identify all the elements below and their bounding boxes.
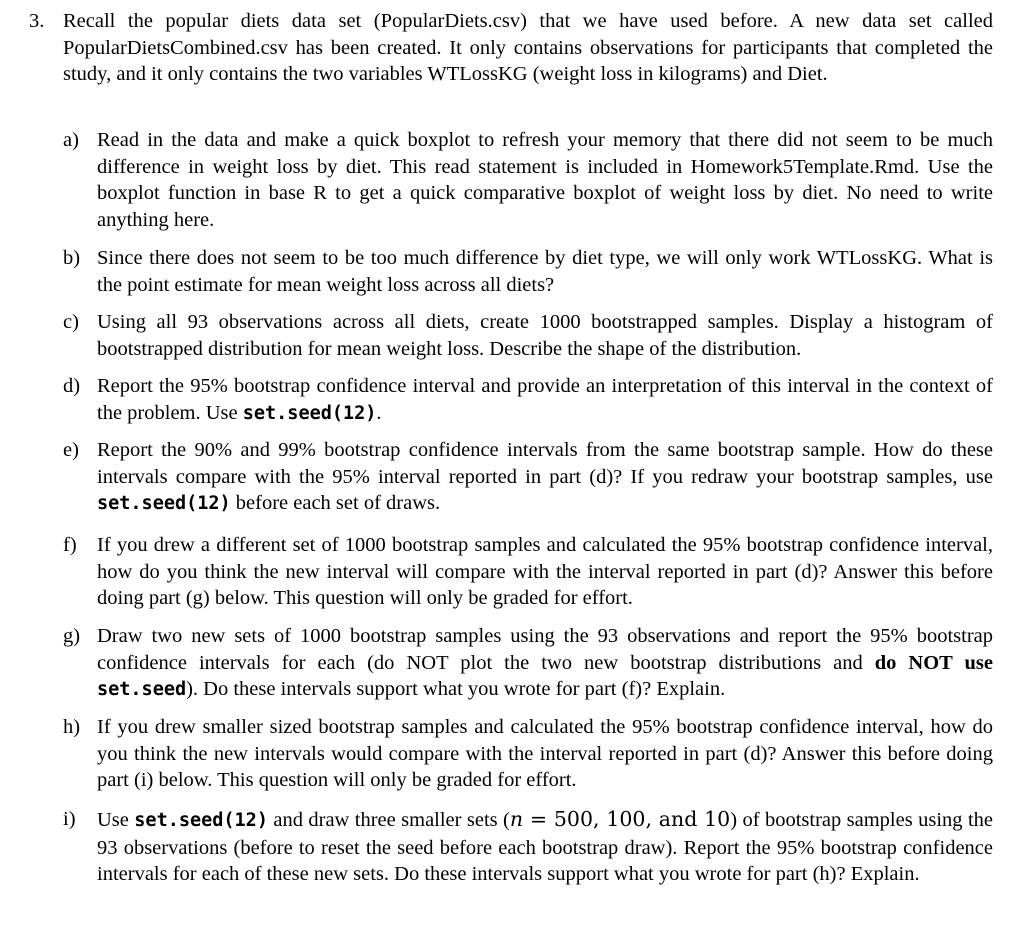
code-snippet: set.seed [97,679,187,700]
part-text [97,373,993,427]
part-text: Using all 93 observations across all diets, create 1000 bootstrapped samples. Display a histogram of bootstrapped distribution for mean weight loss. Describe the shape of the distribution. [97,311,993,360]
part-text: Since there does not seem to be too much difference by diet type, we will only work WTLossKG. What is the point estimate for mean weight loss across all diets? [97,247,993,296]
text-run: ) of bootstrap samples using the 93 observations (before to reset the seed before each bootstrap draw). Report the 95% bootstrap confidence intervals for each of these new sets. Do these intervals support what you wrote for part (h)? Explain. [97,809,993,885]
text-run: and draw three smaller sets ( [267,809,510,831]
math-variable: n [509,807,524,831]
part-label: b) [63,247,81,269]
part-label: a) [63,129,79,151]
part-label: i) [63,808,76,830]
question-number: 3. [29,10,45,32]
part-label: f) [63,534,77,556]
part-text [97,437,993,518]
part-text: Read in the data and make a quick boxplot to refresh your memory that there did not seem to be much difference in weight loss by diet. This read statement is included in Homework5Template.Rmd. Use the boxplot function in base R to get a quick comparative boxplot of weight loss by diet. No need to write anything here. [97,129,993,231]
math-values: = 500, 100, and 10 [523,807,731,831]
part-label: d) [63,375,81,397]
text-run: Report the 95% bootstrap confidence interval and provide an interpretation of this interval in the context of the problem. Use [97,375,993,424]
text-run: Report the 90% and 99% bootstrap confidence intervals from the same bootstrap sample. How do these intervals compare with the 95% interval reported in part (d)? If you redraw your bootstrap samples, use [97,439,993,488]
text-run: ). Do these intervals support what you wrote for part (f)? Explain. [186,678,726,700]
text-run: . [376,401,382,424]
code-snippet: set.seed(12) [134,810,268,831]
part-text [97,623,993,704]
text-run: before each set of draws. [230,492,441,514]
part-text [97,806,993,888]
part-text: If you drew smaller sized bootstrap samples and calculated the 95% bootstrap confidence interval, how do you think the new intervals would compare with the interval reported in part (d)? Answer this before doing part (i) below. This question will only be graded for effort. [97,716,993,791]
question-intro: Recall the popular diets data set (PopularDiets.csv) that we have used before. A new data set called PopularDietsCombined.csv has been created. It only contains observations for participants that completed the study, and it only contains the two variables WTLossKG (weight loss in kilograms) and Diet. [63,10,993,85]
bold-run: do NOT use [874,651,993,674]
part-label: c) [63,311,79,333]
part-label: h) [63,716,81,738]
part-label: e) [63,439,79,461]
text-run: Use [97,809,135,831]
code-snippet: set.seed(12) [242,402,377,424]
code-snippet: set.seed(12) [97,493,231,514]
part-text: If you drew a different set of 1000 bootstrap samples and calculated the 95% bootstrap confidence interval, how do you think the new interval will compare with the interval reported in part (d)? Answer this before doing part (g) below. This question will only be graded for effort. [97,534,993,609]
text-run: Draw two new sets of 1000 bootstrap samples using the 93 observations and report the 95% bootstrap confidence intervals for each (do NOT plot the two new bootstrap distributions and [97,625,993,674]
part-label: g) [63,625,81,647]
math-expression [510,807,730,831]
